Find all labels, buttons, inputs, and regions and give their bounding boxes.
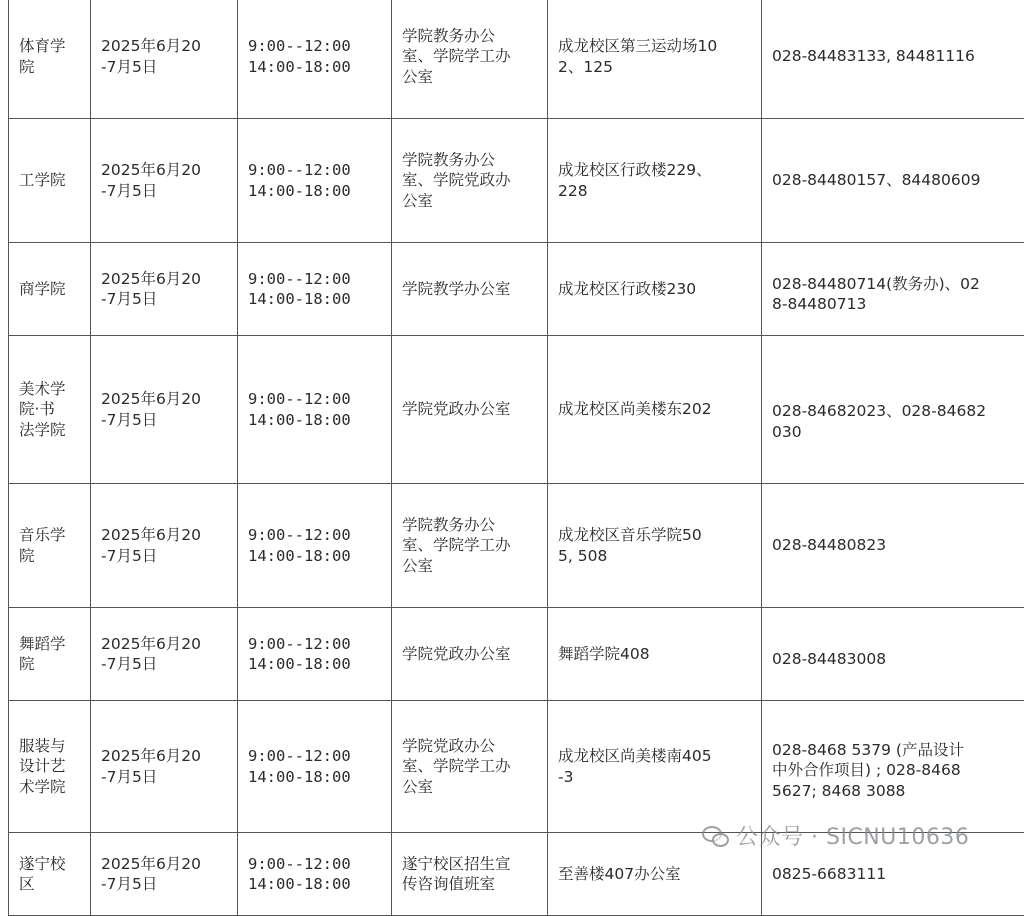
watermark-text: 公众号 · SICNU10636 [736,820,969,851]
office-hours-cell [238,0,392,119]
office-name-line: 公室 [402,191,537,212]
contact-phone-line: 030 [772,422,1014,443]
office-hours-line: 14:00-18:00 [248,874,381,895]
college-name-line: 美术学 [19,379,80,400]
college-name-line: 设计艺 [19,756,80,777]
office-location-cell [548,243,762,336]
office-name-line: 传咨询值班室 [402,874,537,895]
date-range-cell [91,243,238,336]
office-location-line: 成龙校区行政楼229、 [558,160,751,181]
date-range-cell [91,833,238,916]
office-hours-cell [238,336,392,484]
office-hours-line: 14:00-18:00 [248,654,381,675]
office-hours-line: 9:00--12:00 [248,36,381,57]
date-range-cell [91,608,238,701]
office-hours-cell [238,608,392,701]
table-row [9,0,1024,119]
office-location-cell [548,119,762,243]
college-name-cell [9,484,91,608]
college-name-line: 院·书 [19,399,80,420]
contact-phone-cell [762,0,1024,119]
college-name-line: 区 [19,874,80,895]
office-name-line: 室、学院学工办 [402,535,537,556]
contact-phone-line: 028-84483008 [772,649,1014,670]
contact-phone-line: 中外合作项目) ; 028-8468 [772,760,1014,781]
office-location-line: 成龙校区尚美楼东202 [558,399,751,420]
table-row [9,119,1024,243]
contact-phone-line: 028-84682023、028-84682 [772,401,1014,422]
college-name-line: 院 [19,57,80,78]
office-name-line: 室、学院学工办 [402,46,537,67]
contact-phone-cell [762,119,1024,243]
college-name-line: 音乐学 [19,525,80,546]
office-name-cell [392,701,548,833]
contact-phone-line: 8-84480713 [772,294,1014,315]
contact-phone-line: 028-8468 5379 (产品设计 [772,740,1014,761]
date-range-line: 2025年6月20 [101,634,227,655]
office-location-line: 228 [558,181,751,202]
date-range-line: -7月5日 [101,546,227,567]
college-name-cell [9,336,91,484]
date-range-line: -7月5日 [101,289,227,310]
office-hours-line: 9:00--12:00 [248,389,381,410]
contact-phone-cell [762,701,1024,833]
office-name-cell [392,608,548,701]
date-range-line: -7月5日 [101,874,227,895]
office-location-line: 成龙校区第三运动场10 [558,36,751,57]
college-name-cell [9,608,91,701]
office-location-cell [548,833,762,916]
office-hours-line: 14:00-18:00 [248,410,381,431]
office-location-line: 成龙校区音乐学院50 [558,525,751,546]
contact-phone-line: 0825-6683111 [772,864,1014,885]
college-name-line: 遂宁校 [19,854,80,875]
date-range-cell [91,336,238,484]
office-location-cell [548,0,762,119]
office-hours-line: 9:00--12:00 [248,854,381,875]
college-name-line: 工学院 [19,170,80,191]
college-name-cell [9,833,91,916]
office-name-line: 学院教务办公 [402,150,537,171]
contact-phone-cell [762,484,1024,608]
office-location-line: 5, 508 [558,546,751,567]
office-location-line: 成龙校区尚美楼南405 [558,746,751,767]
date-range-cell [91,484,238,608]
office-hours-line: 9:00--12:00 [248,634,381,655]
office-name-line: 公室 [402,556,537,577]
college-name-line: 院 [19,546,80,567]
table-row [9,336,1024,484]
college-name-cell [9,119,91,243]
date-range-line: 2025年6月20 [101,854,227,875]
office-location-cell [548,484,762,608]
college-name-line: 术学院 [19,777,80,798]
date-range-cell [91,119,238,243]
college-name-cell [9,243,91,336]
contact-phone-cell [762,608,1024,701]
table-row [9,484,1024,608]
date-range-line: 2025年6月20 [101,160,227,181]
office-location-line: 2、125 [558,57,751,78]
office-location-cell [548,701,762,833]
office-name-line: 公室 [402,777,537,798]
office-name-line: 室、学院党政办 [402,170,537,191]
office-location-line: 舞蹈学院408 [558,644,751,665]
office-name-line: 遂宁校区招生宣 [402,854,537,875]
college-name-cell [9,701,91,833]
table-row [9,701,1024,833]
office-hours-cell [238,484,392,608]
admissions-office-table [8,0,1024,916]
office-hours-line: 14:00-18:00 [248,767,381,788]
college-name-line: 体育学 [19,36,80,57]
office-name-cell [392,484,548,608]
office-name-line: 学院教务办公 [402,515,537,536]
contact-phone-cell [762,833,1024,916]
college-name-line: 法学院 [19,420,80,441]
office-location-line: -3 [558,767,751,788]
office-hours-cell [238,119,392,243]
office-name-line: 学院党政办公 [402,736,537,757]
contact-phone-line: 028-84480714(教务办)、02 [772,274,1014,295]
date-range-line: -7月5日 [101,767,227,788]
contact-phone-cell [762,336,1024,484]
office-name-line: 学院党政办公室 [402,399,537,420]
office-hours-line: 9:00--12:00 [248,160,381,181]
office-name-cell [392,336,548,484]
college-name-line: 舞蹈学 [19,634,80,655]
contact-phone-line: 028-84480823 [772,535,1014,556]
office-name-cell [392,833,548,916]
office-hours-line: 14:00-18:00 [248,57,381,78]
office-name-cell [392,243,548,336]
office-hours-line: 9:00--12:00 [248,746,381,767]
office-location-line: 至善楼407办公室 [558,864,751,885]
office-hours-line: 14:00-18:00 [248,546,381,567]
office-hours-cell [238,701,392,833]
office-hours-cell [238,833,392,916]
date-range-line: -7月5日 [101,181,227,202]
office-location-cell [548,608,762,701]
college-name-line: 服装与 [19,736,80,757]
table-row [9,833,1024,916]
contact-phone-line: 5627; 8468 3088 [772,781,1014,802]
table-body [9,0,1024,916]
contact-phone-line: 028-84480157、84480609 [772,170,1014,191]
date-range-cell [91,0,238,119]
office-hours-line: 9:00--12:00 [248,269,381,290]
date-range-line: 2025年6月20 [101,36,227,57]
date-range-line: 2025年6月20 [101,389,227,410]
office-name-cell [392,119,548,243]
college-name-cell [9,0,91,119]
office-location-cell [548,336,762,484]
date-range-line: -7月5日 [101,57,227,78]
date-range-line: 2025年6月20 [101,746,227,767]
date-range-line: -7月5日 [101,654,227,675]
date-range-line: 2025年6月20 [101,269,227,290]
office-name-line: 公室 [402,67,537,88]
contact-phone-cell [762,243,1024,336]
office-name-cell [392,0,548,119]
office-name-line: 学院教学办公室 [402,279,537,300]
office-location-line: 成龙校区行政楼230 [558,279,751,300]
college-name-line: 商学院 [19,279,80,300]
table-row [9,608,1024,701]
office-name-line: 学院党政办公室 [402,644,537,665]
college-name-line: 院 [19,654,80,675]
office-name-line: 室、学院学工办 [402,756,537,777]
date-range-line: -7月5日 [101,410,227,431]
date-range-cell [91,701,238,833]
table-row [9,243,1024,336]
office-hours-line: 9:00--12:00 [248,525,381,546]
office-name-line: 学院教务办公 [402,26,537,47]
date-range-line: 2025年6月20 [101,525,227,546]
office-hours-cell [238,243,392,336]
office-hours-line: 14:00-18:00 [248,181,381,202]
office-hours-line: 14:00-18:00 [248,289,381,310]
contact-phone-line: 028-84483133, 84481116 [772,46,1014,67]
